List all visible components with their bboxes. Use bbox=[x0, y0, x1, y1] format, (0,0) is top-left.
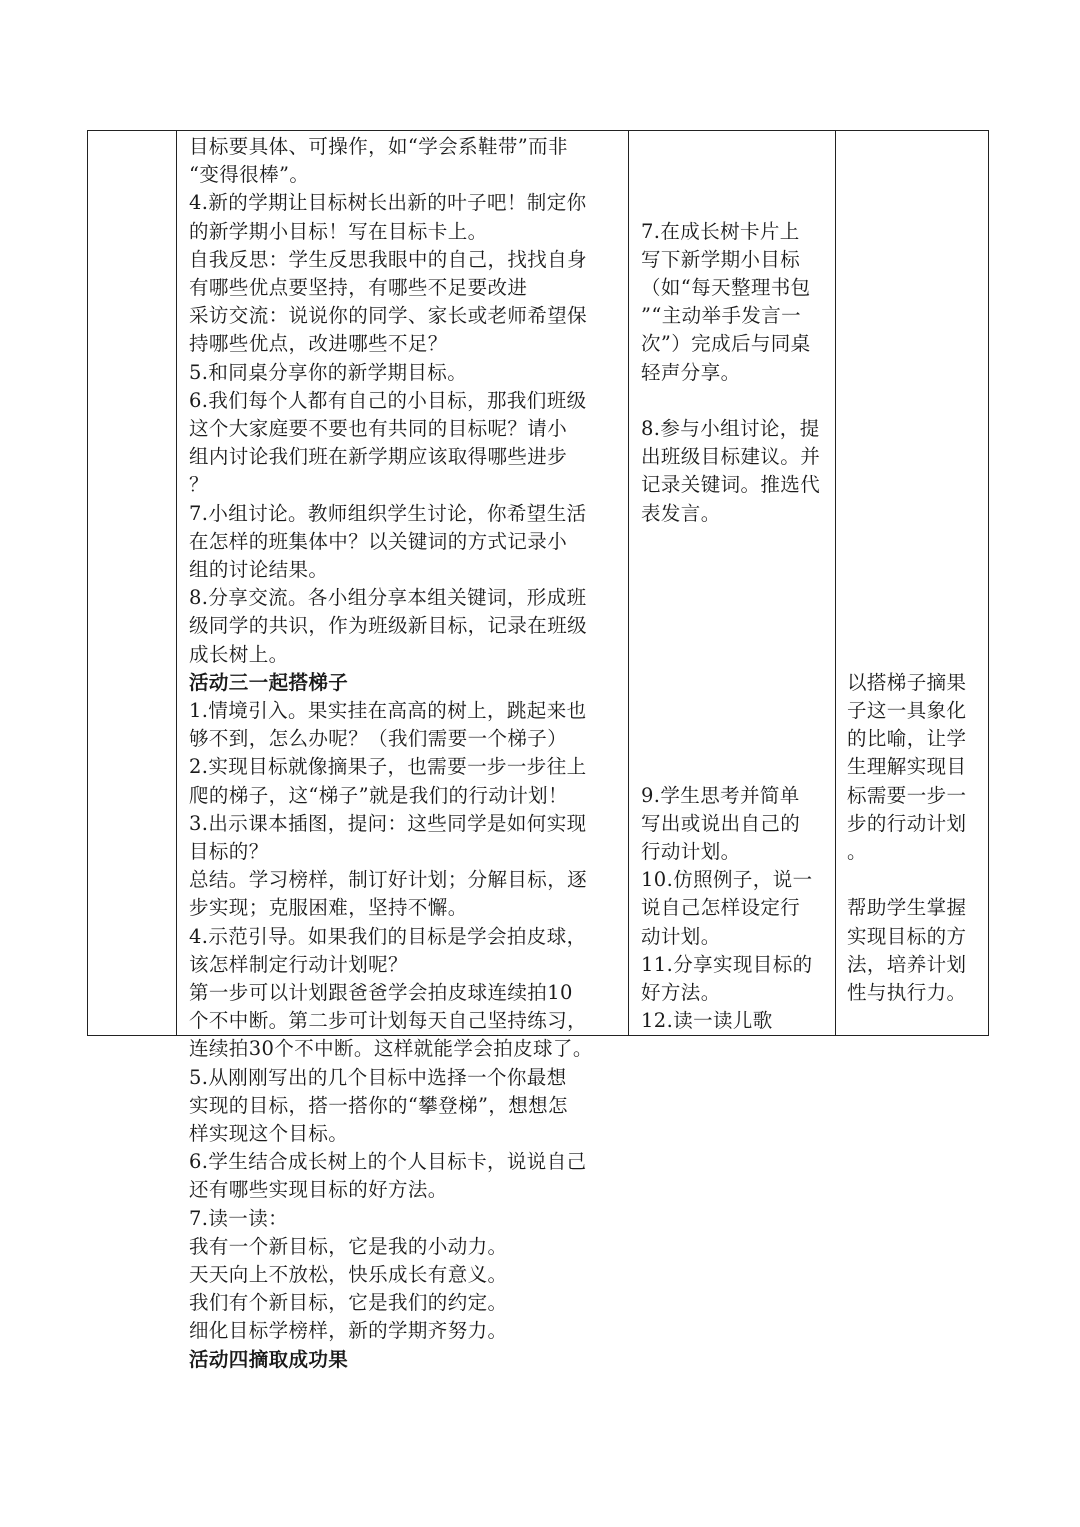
col3-line: 表发言。 bbox=[641, 501, 721, 525]
col3-line: 轻声分享。 bbox=[641, 360, 741, 384]
col2-line: 8.分享交流。各小组分享本组关键词，形成班 bbox=[189, 586, 587, 610]
col3-line: 说自己怎样设定行 bbox=[641, 896, 801, 920]
col4-line: 步的行动计划 bbox=[847, 811, 967, 835]
col2-line: 7.小组讨论。教师组织学生讨论，你希望生活 bbox=[189, 501, 587, 525]
empty-first-column bbox=[88, 131, 176, 1035]
col3-line: 行动计划。 bbox=[641, 840, 741, 863]
col3-line: 9.学生思考并简单 bbox=[641, 783, 800, 807]
col2-line: 这个大家庭要不要也有共同的目标呢？请小 bbox=[189, 417, 568, 440]
col2-line: 目标的？ bbox=[189, 840, 269, 863]
teacher-activity-column bbox=[189, 131, 627, 1371]
col2-line: 成长树上。 bbox=[189, 642, 289, 666]
col4-line: 以搭梯子摘果 bbox=[847, 670, 967, 694]
col2-line: 个不中断。第二步可计划每天自己坚持练习， bbox=[189, 1009, 588, 1033]
col2-line: 爬的梯子，这“梯子”就是我们的行动计划！ bbox=[189, 783, 568, 807]
col2-line: 7.读一读： bbox=[189, 1206, 289, 1230]
col2-line: 级同学的共识，作为班级新目标，记录在班级 bbox=[189, 614, 588, 638]
col2-line: 连续拍30个不中断。这样就能学会拍皮球了。 bbox=[189, 1037, 593, 1061]
col3-line: 11.分享实现目标的 bbox=[641, 952, 813, 976]
col3-line: ”“主动举手发言一 bbox=[641, 304, 802, 328]
column-divider-2 bbox=[628, 131, 629, 1035]
col3-line: 好方法。 bbox=[641, 981, 721, 1004]
lesson-plan-table bbox=[87, 130, 989, 1371]
col2-line: 活动四摘取成功果 bbox=[189, 1347, 349, 1371]
col2-line: ？ bbox=[189, 473, 209, 497]
col3-line: （如“每天整理书包 bbox=[641, 276, 811, 299]
col2-line: 6.学生结合成长树上的个人目标卡，说说自己 bbox=[189, 1150, 587, 1174]
design-intent-column bbox=[847, 131, 989, 1035]
col2-line: 自我反思：学生反思我眼中的自己，找找自身 bbox=[189, 247, 588, 271]
col2-line: 组内讨论我们班在新学期应该取得哪些进步 bbox=[189, 445, 568, 469]
col2-line: 5.从刚刚写出的几个目标中选择一个你最想 bbox=[189, 1065, 567, 1089]
col2-line: 有哪些优点要坚持，有哪些不足要改进 bbox=[189, 276, 528, 299]
col4-line: 子这一具象化 bbox=[847, 699, 967, 722]
col2-line: 步实现；克服困难，坚持不懈。 bbox=[189, 896, 468, 920]
col2-line: “变得很棒”。 bbox=[189, 163, 310, 187]
col2-line: 总结。学习榜样，制订好计划；分解目标，逐 bbox=[189, 868, 588, 892]
col2-line: 细化目标学榜样，新的学期齐努力。 bbox=[189, 1319, 508, 1343]
col2-line: 我有一个新目标，它是我的小动力。 bbox=[189, 1234, 508, 1258]
col2-line: 目标要具体、可操作，如“学会系鞋带”而非 bbox=[189, 135, 568, 158]
col2-line: 3.出示课本插图，提问：这些同学是如何实现 bbox=[189, 811, 587, 835]
col4-line: 实现目标的方 bbox=[847, 924, 967, 948]
col4-line: 。 bbox=[847, 840, 867, 863]
col3-line: 出班级目标建议。并 bbox=[641, 445, 821, 469]
col2-line: 样实现这个目标。 bbox=[189, 1122, 349, 1145]
col2-line: 第一步可以计划跟爸爸学会拍皮球连续拍10 bbox=[189, 981, 573, 1004]
col4-line: 帮助学生掌握 bbox=[847, 896, 967, 920]
col2-line: 采访交流：说说你的同学、家长或老师希望保 bbox=[189, 304, 588, 328]
col3-line: 12.读一读儿歌 bbox=[641, 1009, 773, 1033]
col2-line: 我们有个新目标，它是我们的约定。 bbox=[189, 1291, 508, 1315]
column-divider-3 bbox=[835, 131, 836, 1035]
col2-line: 持哪些优点，改进哪些不足？ bbox=[189, 332, 448, 356]
col3-line: 次”）完成后与同桌 bbox=[641, 332, 811, 356]
col2-line: 4.新的学期让目标树长出新的叶子吧！制定你 bbox=[189, 191, 587, 215]
col2-line: 5.和同桌分享你的新学期目标。 bbox=[189, 360, 468, 384]
col3-line: 8.参与小组讨论，提 bbox=[641, 417, 820, 440]
col2-line: 实现的目标，搭一搭你的“攀登梯”，想想怎 bbox=[189, 1093, 568, 1117]
col2-line: 组的讨论结果。 bbox=[189, 558, 329, 581]
col3-line: 写下新学期小目标 bbox=[641, 247, 801, 271]
student-activity-column bbox=[641, 131, 834, 1035]
col2-line: 还有哪些实现目标的好方法。 bbox=[189, 1178, 448, 1202]
col2-line: 的新学期小目标！写在目标卡上。 bbox=[189, 219, 488, 243]
col2-line: 活动三一起搭梯子 bbox=[189, 670, 349, 694]
col2-line: 4.示范引导。如果我们的目标是学会拍皮球， bbox=[189, 924, 587, 948]
col3-line: 7.在成长树卡片上 bbox=[641, 219, 800, 243]
col2-line: 2.实现目标就像摘果子，也需要一步一步往上 bbox=[189, 755, 587, 779]
col4-line: 标需要一步一 bbox=[847, 783, 967, 807]
col4-line: 性与执行力。 bbox=[847, 981, 967, 1004]
col3-line: 10.仿照例子，说一 bbox=[641, 868, 813, 892]
col4-line: 的比喻，让学 bbox=[847, 727, 967, 751]
col4-line: 生理解实现目 bbox=[847, 755, 967, 779]
col2-line: 天天向上不放松，快乐成长有意义。 bbox=[189, 1263, 508, 1286]
col2-line: 在怎样的班集体中？以关键词的方式记录小 bbox=[189, 529, 568, 553]
col3-line: 记录关键词。推选代 bbox=[641, 473, 821, 497]
col2-line: 1.情境引入。果实挂在高高的树上，跳起来也 bbox=[189, 699, 587, 722]
col2-line: 够不到，怎么办呢？（我们需要一个梯子） bbox=[189, 727, 568, 751]
col2-line: 6.我们每个人都有自己的小目标，那我们班级 bbox=[189, 388, 587, 412]
col4-line: 法，培养计划 bbox=[847, 952, 967, 976]
col2-line: 该怎样制定行动计划呢？ bbox=[189, 952, 408, 976]
col3-line: 写出或说出自己的 bbox=[641, 811, 801, 835]
col3-line: 动计划。 bbox=[641, 924, 721, 948]
column-divider-1 bbox=[176, 131, 177, 1035]
